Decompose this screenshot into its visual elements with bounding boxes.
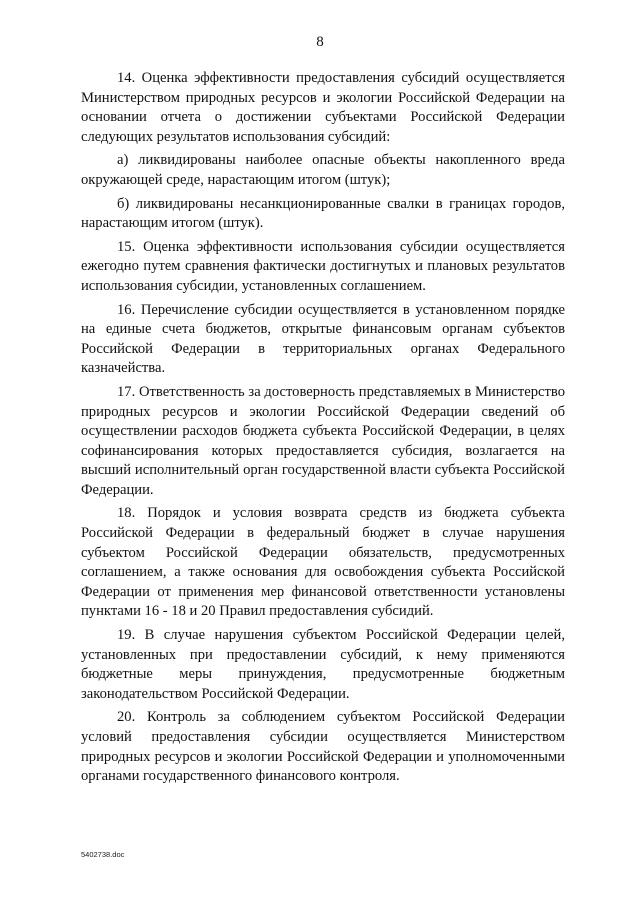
- paragraph-18: 18. Порядок и условия возврата средств из бюджета субъекта Российской Федерации в федеральный бюджет в случае нарушения субъектом Российской Федерации обязательств, предусмотренных соглашением, а также основания для освобождения субъекта Российской Федерации от применения мер финансовой ответственности установлены пунктами 16 - 18 и 20 Правил предоставления субсидий.: [81, 505, 565, 620]
- paragraph-14: 14. Оценка эффективности предоставления субсидий осуществляется Министерством природных ресурсов и экологии Российской Федерации на основании отчета о достижении субъектами Российской Федерации следующих результатов использования субсидий:: [81, 70, 565, 145]
- paragraph-14-item-b: б) ликвидированы несанкционированные свалки в границах городов, нарастающим итогом (штук).: [81, 195, 565, 232]
- paragraph-16: 16. Перечисление субсидии осуществляется в установленном порядке на единые счета бюджетов, открытые финансовым органам субъектов Российской Федерации в территориальных органах Федерального казначейства.: [81, 301, 565, 377]
- paragraph-17: 17. Ответственность за достоверность представляемых в Министерство природных ресурсов и экологии Российской Федерации сведений об осуществлении расходов бюджета субъекта Российской Федерации, в целях софинансирования которых предоставляется субсидия, возлагается на высший исполнительный орган государственной власти субъекта Российской Федерации.: [81, 383, 565, 498]
- paragraph-19: 19. В случае нарушения субъектом Российской Федерации целей, установленных при предоставлении субсидий, к нему применяются бюджетные меры принуждения, предусмотренные бюджетным законодательством Российской Федерации.: [81, 627, 565, 702]
- page-number: 8: [316, 34, 324, 50]
- paragraph-20: 20. Контроль за соблюдением субъектом Российской Федерации условий предоставления субсидии осуществляется Министерством природных ресурсов и экологии Российской Федерации и уполномоченными органами государственного финансового контроля.: [81, 709, 565, 785]
- paragraph-15: 15. Оценка эффективности использования субсидии осуществляется ежегодно путем сравнения фактически достигнутых и плановых результатов использования субсидии, установленных соглашением.: [81, 238, 565, 294]
- document-code: 5402738.doc: [81, 850, 125, 859]
- paragraph-14-item-a: а) ликвидированы наиболее опасные объекты накопленного вреда окружающей среде, нарастающим итогом (штук);: [81, 152, 565, 188]
- document-body: [81, 69, 565, 791]
